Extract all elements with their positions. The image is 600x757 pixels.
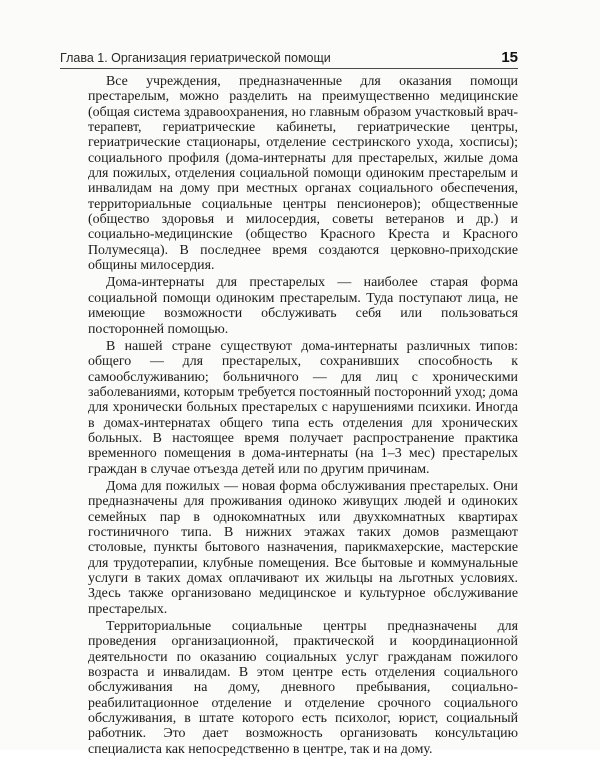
paragraph-boarding-homes: Дома-интернаты для престарелых — наиболее старая форма социальной помощи одиноким престарелым. Туда поступают лица, не имеющие возможности обслуживать себя или пользоваться посторонней помощью. [88, 275, 518, 337]
paragraph-institutions: Все учреждения, предназначенные для оказания помощи престарелым, можно разделить на преимущественно медицинские (общая система здравоохранения, но главным образом участковый врач-терапевт, гериатрические кабинеты, гериатрические центры, гериатрические стационары, отделение сестринского ухода, хосписы); социального профиля (дома-интернаты для престарелых, жилые дома для пожилых, отделения социальной помощи одиноким престарелым и инвалидам на дому при местных органах социального обеспечения, территориальные социальные центры пенсионеров); общественные (общество здоровья и милосердия, советы ветеранов и др.) и социально-медицинские (общество Красного Креста и Красного Полумесяца). В последнее время создаются церковно-приходские общины милосердия. [88, 74, 518, 274]
page-number: 15 [501, 49, 518, 66]
paragraph-social-centers: Территориальные социальные центры предназначены для проведения организационной, практической и координационной деятельности по оказанию социальных услуг гражданам пожилого возраста и инвалидам. В этом центре есть отделения социального обслуживания на дому, дневного пребывания, социально-реабилитационное отделение и отделение срочного социального обслуживания, в штате которого есть психолог, юрист, социальный работник. Это дает возможность организовать консультацию специалиста как непосредственно в центре, так и на дому. [88, 619, 518, 757]
running-header [60, 48, 518, 69]
chapter-running-title: Глава 1. Организация гериатрической помощи [60, 51, 331, 65]
paragraph-homes-for-elderly: Дома для пожилых — новая форма обслуживания престарелых. Они предназначены для проживания одиноко живущих людей и одиноких семейных пар в однокомнатных или двухкомнатных квартирах гостиничного типа. В нижних этажах таких домов размещают столовые, пункты бытового назначения, парикмахерские, мастерские для трудотерапии, клубные помещения. Все бытовые и коммунальные услуги в таких домах оплачивают их жильцы на льготных условиях. Здесь также организовано медицинское и культурное обслуживание престарелых. [88, 478, 518, 617]
body-text [88, 74, 518, 757]
paragraph-boarding-home-types: В нашей стране существуют дома-интернаты различных типов: общего — для престарелых, сохранивших способность к самообслуживанию; больничного — для лиц с хроническими заболеваниями, которым требуется постоянный посторонний уход; дома для хронически больных престарелых с нарушениями психики. Иногда в домах-интернатах общего типа есть отделения для хронических больных. В настоящее время получает распространение практика временного помещения в дома-интернаты (на 1–3 мес) престарелых граждан в случае отъезда детей или по другим причинам. [88, 338, 518, 477]
